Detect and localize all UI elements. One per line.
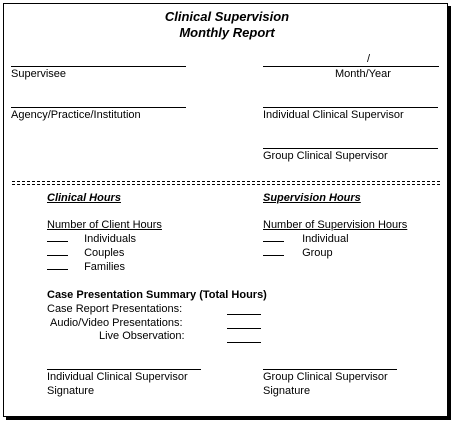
clinical-hours-heading: Clinical Hours — [47, 192, 121, 204]
individual-signature-title: Individual Clinical Supervisor — [47, 371, 188, 383]
live-observation-label: Live Observation: — [99, 330, 185, 342]
supervisee-line[interactable] — [11, 66, 186, 67]
case-presentation-heading: Case Presentation Summary (Total Hours) — [47, 289, 267, 301]
form-shadow-bottom — [6, 417, 451, 420]
case-report-blank[interactable] — [227, 314, 261, 315]
clinical-item-label: Families — [84, 261, 126, 273]
group-supervisor-label: Group Clinical Supervisor — [263, 150, 388, 162]
clinical-item-row — [47, 247, 124, 259]
supervision-hours-heading: Supervision Hours — [263, 192, 361, 204]
individual-supervisor-label: Individual Clinical Supervisor — [263, 109, 404, 121]
form-shadow-right — [448, 6, 451, 420]
supervision-item-blank[interactable] — [263, 255, 284, 256]
clinical-item-row — [47, 233, 136, 245]
supervision-item-label: Individual — [302, 233, 349, 245]
clinical-item-label: Individuals — [84, 233, 137, 245]
supervision-item-row — [263, 247, 333, 259]
supervision-item-blank[interactable] — [263, 241, 284, 242]
supervision-hours-subheading: Number of Supervision Hours — [263, 219, 408, 231]
clinical-item-blank[interactable] — [47, 269, 68, 270]
case-report-label: Case Report Presentations: — [47, 303, 183, 315]
group-signature-line[interactable] — [263, 369, 397, 370]
live-observation-blank[interactable] — [227, 342, 261, 343]
clinical-item-blank[interactable] — [47, 241, 68, 242]
month-year-label: Month/Year — [335, 68, 391, 80]
form-subtitle: Monthly Report — [179, 25, 275, 40]
client-hours-subheading: Number of Client Hours — [47, 219, 162, 231]
section-divider — [12, 181, 440, 185]
clinical-item-blank[interactable] — [47, 255, 68, 256]
month-year-separator: / — [367, 53, 371, 65]
group-signature-title: Group Clinical Supervisor — [263, 371, 388, 383]
month-year-line[interactable] — [263, 66, 439, 67]
agency-label: Agency/Practice/Institution — [11, 109, 141, 121]
individual-supervisor-line[interactable] — [263, 107, 438, 108]
audio-video-label: Audio/Video Presentations: — [50, 317, 183, 329]
form-title: Clinical Supervision — [164, 9, 290, 24]
supervision-item-label: Group — [302, 247, 333, 259]
group-signature-label: Signature — [263, 385, 311, 397]
clinical-item-label: Couples — [84, 247, 125, 259]
individual-signature-line[interactable] — [47, 369, 201, 370]
individual-signature-label: Signature — [47, 385, 95, 397]
agency-line[interactable] — [11, 107, 186, 108]
supervisee-label: Supervisee — [11, 68, 67, 80]
audio-video-blank[interactable] — [227, 328, 261, 329]
supervision-item-row — [263, 233, 349, 245]
clinical-item-row — [47, 261, 125, 273]
group-supervisor-line[interactable] — [263, 148, 438, 149]
